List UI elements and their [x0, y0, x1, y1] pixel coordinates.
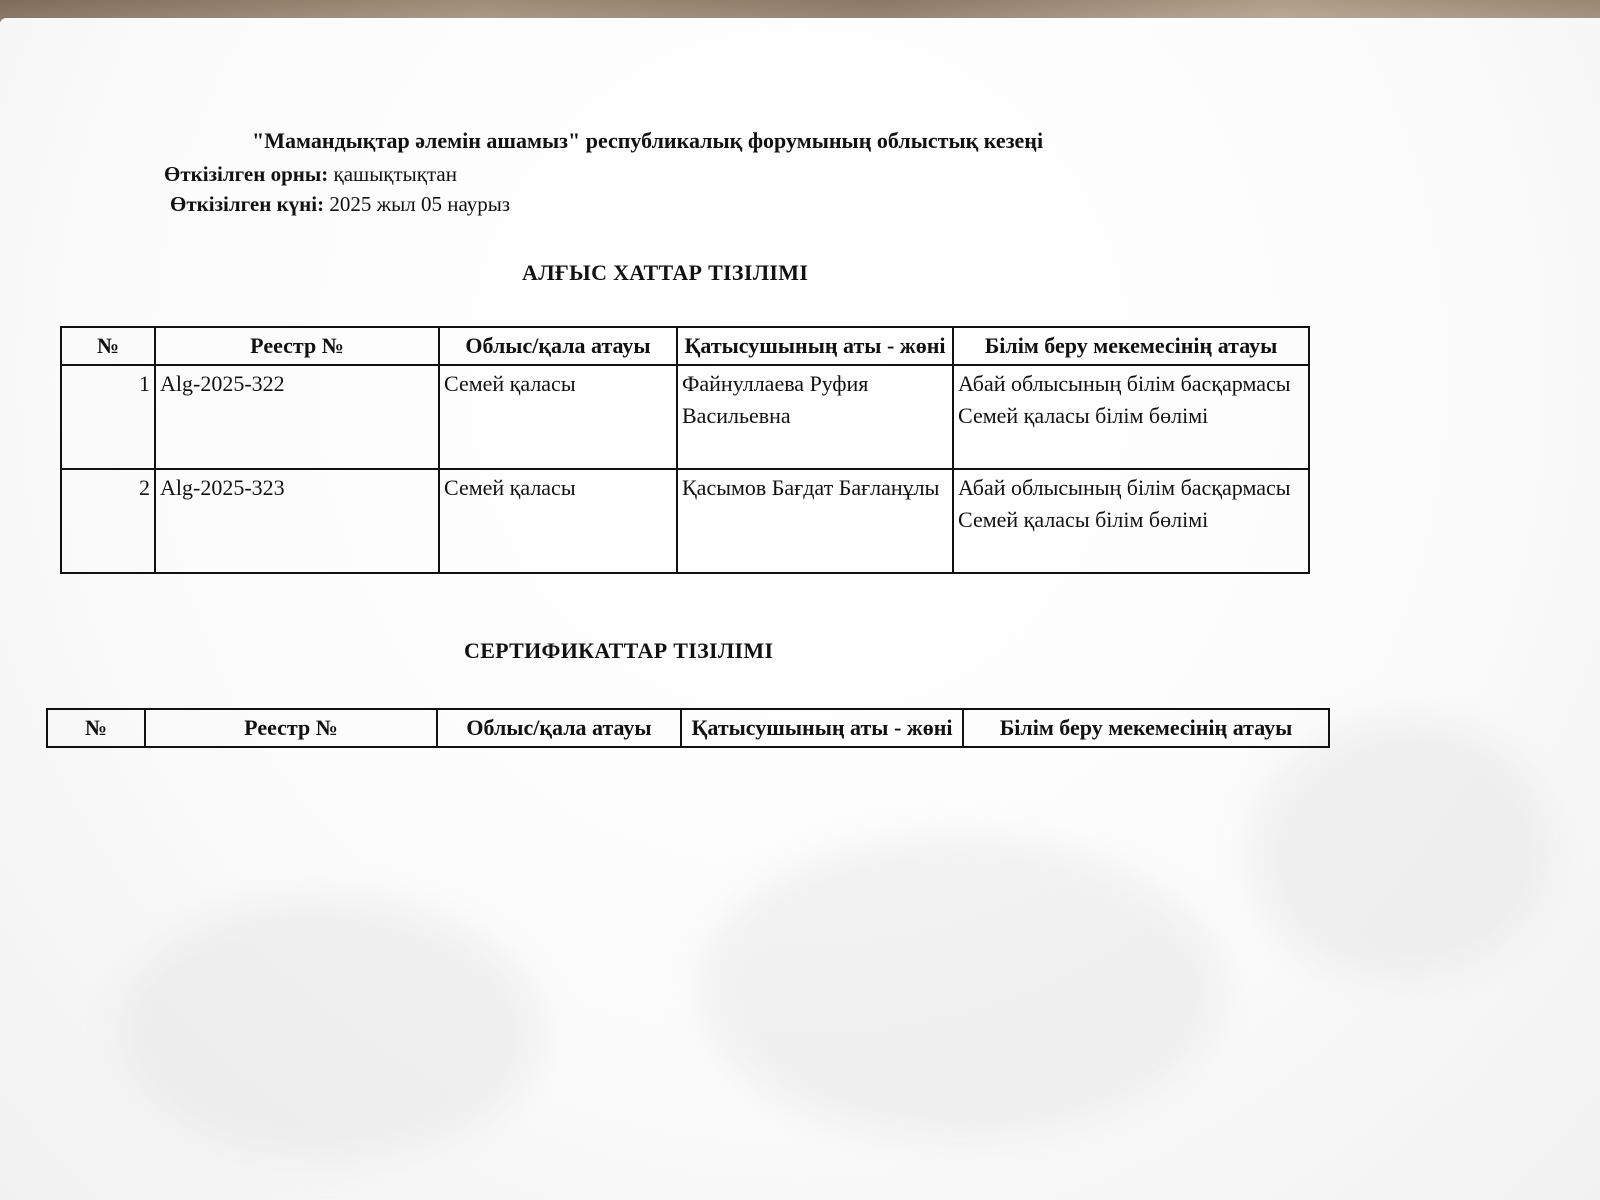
col-header-registry: Реестр № [155, 327, 439, 365]
date-value: 2025 жыл 05 наурыз [329, 192, 511, 216]
col-header-number: № [61, 327, 155, 365]
date-line [170, 192, 510, 217]
col-header-participant: Қатысушының аты - жөні [681, 709, 963, 747]
document-title: "Мамандықтар әлемін ашамыз" республикалық форумының облыстық кезеңі [252, 128, 1044, 153]
col-header-number: № [47, 709, 145, 747]
registry-cell: Alg-2025-323 [155, 469, 439, 573]
paper-shadow [120, 898, 540, 1158]
document-page [0, 18, 1600, 1200]
col-header-registry: Реестр № [145, 709, 437, 747]
registry-cell: Alg-2025-322 [155, 365, 439, 469]
paper-shadow [700, 838, 1220, 1138]
participant-cell: Файнуллаева Руфия Васильевна [677, 365, 953, 469]
col-header-institution: Білім беру мекемесінің атауы [953, 327, 1309, 365]
venue-label: Өткізілген орны: [164, 162, 329, 186]
table-row [61, 469, 1309, 573]
date-label: Өткізілген күні: [170, 192, 325, 216]
thanks-table [60, 326, 1310, 574]
table-header-row [47, 709, 1329, 747]
section-title-thanks: АЛҒЫС ХАТТАР ТІЗІЛІМІ [522, 260, 809, 285]
col-header-institution: Білім беру мекемесінің атауы [963, 709, 1329, 747]
city-cell: Семей қаласы [439, 469, 677, 573]
paper-shadow [1250, 718, 1550, 978]
row-number: 2 [61, 469, 155, 573]
city-cell: Семей қаласы [439, 365, 677, 469]
col-header-participant: Қатысушының аты - жөні [677, 327, 953, 365]
table-row [61, 365, 1309, 469]
col-header-city: Облыс/қала атауы [437, 709, 681, 747]
section-title-certificates: СЕРТИФИКАТТАР ТІЗІЛІМІ [464, 638, 774, 663]
venue-line [164, 162, 457, 187]
col-header-city: Облыс/қала атауы [439, 327, 677, 365]
row-number: 1 [61, 365, 155, 469]
participant-cell: Қасымов Бағдат Бағланұлы [677, 469, 953, 573]
venue-value: қашықтықтан [333, 162, 457, 186]
institution-cell: Абай облысының білім басқармасы Семей қаласы білім бөлімі [953, 469, 1309, 573]
certificates-table [46, 708, 1330, 748]
table-header-row [61, 327, 1309, 365]
institution-cell: Абай облысының білім басқармасы Семей қаласы білім бөлімі [953, 365, 1309, 469]
